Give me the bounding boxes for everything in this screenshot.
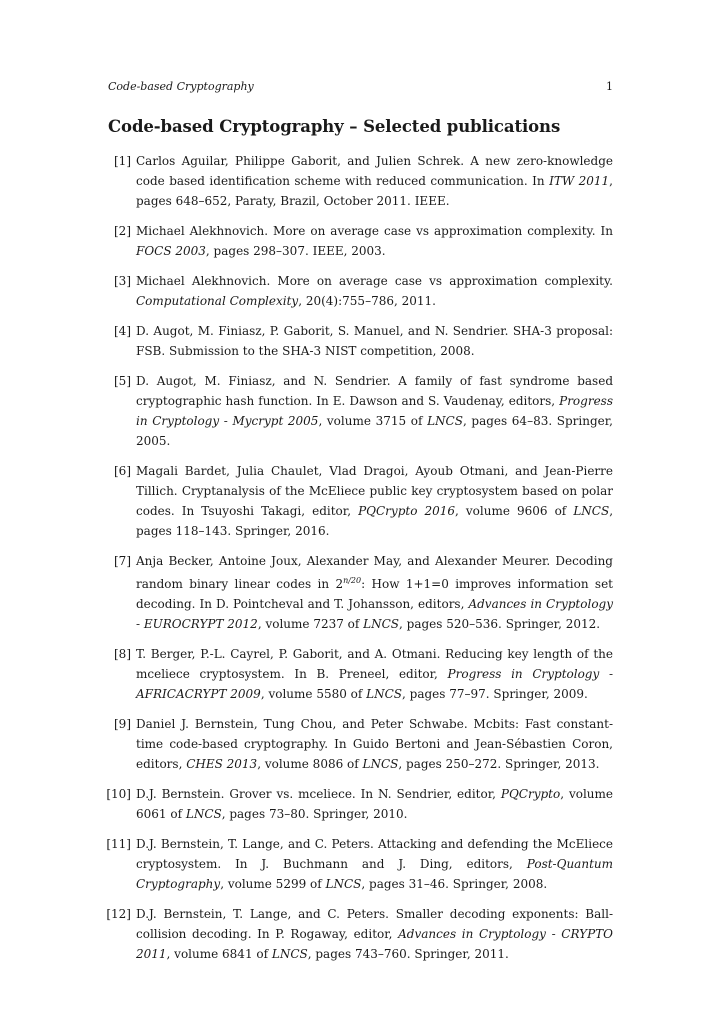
reference-text-continued: : How 1+1=0 improves information set decoding. In D. Pointcheval and T. Johansson, editors, <box>136 577 613 611</box>
reference-text: Daniel J. Bernstein, Tung Chou, and Peter Schwabe. Mcbits: Fast constant-time code-based cryptography. In Guido Bertoni and Jean-Sébastien Coron, editors, <box>136 717 613 771</box>
reference-tail: , pages 118–143. Springer, 2016. <box>136 504 614 538</box>
reference-tail: , pages 64–83. Springer, 2005. <box>136 414 614 448</box>
reference-text: Magali Bardet, Julia Chaulet, Vlad Dragoi, Ayoub Otmani, and Jean-Pierre Tillich. Cryptanalysis of the McEliece public key cryptosystem based on polar codes. In Tsuyoshi Takagi, editor, <box>136 464 613 518</box>
reference-tail: , pages 31–46. Springer, 2008. <box>361 877 548 891</box>
reference-venue: FOCS 2003 <box>136 244 206 258</box>
reference-venue: PQCrypto 2016 <box>358 504 456 518</box>
reference-series: LNCS <box>362 757 399 771</box>
reference-venue: Computational Complexity <box>136 294 299 308</box>
reference-venue: CHES 2013 <box>186 757 258 771</box>
reference-label: [5] <box>114 374 131 388</box>
reference-label: [11] <box>106 837 131 851</box>
reference-series: LNCS <box>363 617 400 631</box>
reference-entry <box>108 271 613 311</box>
reference-venue: Progress in Cryptology - AFRICACRYPT 2009 <box>136 667 613 701</box>
reference-label: [10] <box>106 787 131 801</box>
reference-tail: , pages 743–760. Springer, 2011. <box>307 947 509 961</box>
reference-entry <box>108 321 613 361</box>
reference-label: [2] <box>114 224 131 238</box>
reference-text: D. Augot, M. Finiasz, P. Gaborit, S. Manuel, and N. Sendrier. SHA-3 proposal: FSB. Submission to the SHA-3 NIST competition, 2008. <box>136 324 613 358</box>
reference-label: [6] <box>114 464 131 478</box>
reference-entry <box>108 784 613 824</box>
reference-venue: Advances in Cryptology - CRYPTO 2011 <box>136 927 613 961</box>
running-header <box>108 80 613 98</box>
reference-venue: Advances in Cryptology - EUROCRYPT 2012 <box>136 597 614 631</box>
page-number: 1 <box>606 80 613 93</box>
reference-series: LNCS <box>271 947 308 961</box>
reference-label: [3] <box>114 274 131 288</box>
reference-mid: , volume 3715 of <box>318 414 428 428</box>
reference-text: Michael Alekhnovich. More on average case vs approximation complexity. <box>136 274 613 288</box>
reference-label: [7] <box>114 554 131 568</box>
reference-tail: , 20(4):755–786, 2011. <box>298 294 436 308</box>
reference-entry <box>108 644 613 704</box>
reference-venue: PQCrypto <box>500 787 561 801</box>
reference-series: LNCS <box>573 504 610 518</box>
reference-tail: , pages 298–307. IEEE, 2003. <box>205 244 386 258</box>
reference-entry <box>108 371 613 451</box>
reference-entry <box>108 221 613 261</box>
reference-entry <box>108 461 613 541</box>
reference-tail: , pages 250–272. Springer, 2013. <box>398 757 600 771</box>
reference-list <box>108 151 613 974</box>
reference-label: [8] <box>114 647 131 661</box>
reference-tail: , pages 648–652, Paraty, Brazil, October 2011. IEEE. <box>136 174 613 208</box>
reference-text: Anja Becker, Antoine Joux, Alexander May, and Alexander Meurer. Decoding random binary linear codes in 2 <box>136 554 613 591</box>
reference-text: D. Augot, M. Finiasz, and N. Sendrier. A family of fast syndrome based cryptographic hash function. In E. Dawson and S. Vaudenay, editors, <box>136 374 613 408</box>
reference-series: LNCS <box>325 877 362 891</box>
reference-entry <box>108 904 613 964</box>
reference-label: [12] <box>106 907 131 921</box>
reference-text: D.J. Bernstein, T. Lange, and C. Peters. Smaller decoding exponents: Ball-collision decoding. In P. Rogaway, editor, <box>136 907 613 941</box>
reference-entry <box>108 714 613 774</box>
reference-series: LNCS <box>427 414 463 428</box>
page-title: Code-based Cryptography – Selected publications <box>108 117 561 136</box>
reference-tail: , pages 73–80. Springer, 2010. <box>221 807 408 821</box>
reference-venue: Progress in Cryptology - Mycrypt 2005 <box>136 394 613 428</box>
reference-text: T. Berger, P.-L. Cayrel, P. Gaborit, and A. Otmani. Reducing key length of the mceliece cryptosystem. In B. Preneel, editor, <box>136 647 613 681</box>
reference-entry <box>108 834 613 894</box>
reference-label: [9] <box>114 717 131 731</box>
reference-mid: , volume 7237 of <box>257 617 364 631</box>
reference-tail: , pages 77–97. Springer, 2009. <box>402 687 588 701</box>
reference-text: D.J. Bernstein, T. Lange, and C. Peters. Attacking and defending the McEliece cryptosystem. In J. Buchmann and J. Ding, editors, <box>136 837 613 871</box>
reference-entry <box>108 151 613 211</box>
reference-series: LNCS <box>366 687 403 701</box>
reference-text: D.J. Bernstein. Grover vs. mceliece. In N. Sendrier, editor, <box>136 787 501 801</box>
reference-tail: , pages 520–536. Springer, 2012. <box>399 617 601 631</box>
reference-mid: , volume 9606 of <box>455 504 574 518</box>
reference-mid: , volume 5580 of <box>260 687 367 701</box>
reference-text: Carlos Aguilar, Philippe Gaborit, and Julien Schrek. A new zero-knowledge code based identification scheme with reduced communication. In <box>136 154 613 188</box>
reference-mid: , volume 6061 of <box>136 787 613 821</box>
reference-entry <box>108 551 613 634</box>
reference-venue: Post-Quantum Cryptography <box>136 857 613 891</box>
reference-series: LNCS <box>185 807 222 821</box>
running-title: Code-based Cryptography <box>108 80 254 93</box>
reference-text: Michael Alekhnovich. More on average case vs approximation complexity. In <box>136 224 613 238</box>
reference-label: [1] <box>114 154 131 168</box>
reference-venue: ITW 2011 <box>549 174 610 188</box>
reference-mid: , volume 6841 of <box>166 947 272 961</box>
reference-mid: , volume 5299 of <box>220 877 326 891</box>
reference-superscript: n/20 <box>343 576 362 585</box>
reference-mid: , volume 8086 of <box>257 757 363 771</box>
reference-label: [4] <box>114 324 131 338</box>
